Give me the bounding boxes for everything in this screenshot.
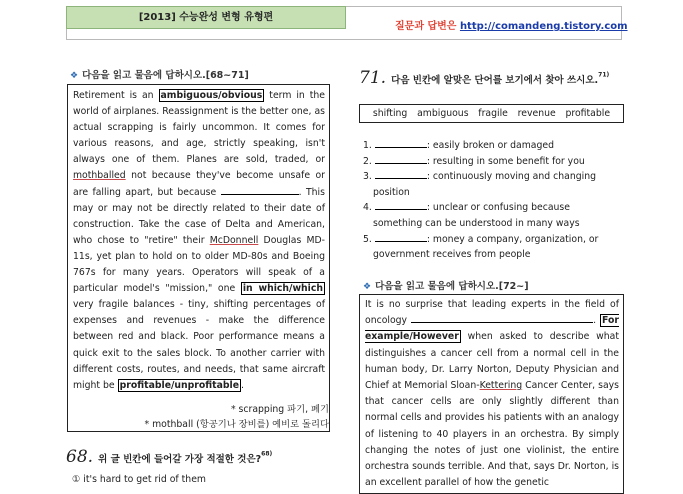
q71-title: 71. 다음 빈칸에 알맞은 단어를 보기에서 찾아 쓰시오.$^{71)}$	[359, 68, 610, 88]
q71-definitions	[363, 138, 628, 263]
word-kettering: Kettering	[479, 380, 523, 392]
section1-heading: ❖ 다음을 읽고 물음에 답하시오.[68~71]	[70, 70, 249, 81]
answer-blank	[375, 154, 427, 164]
choice-for-example-however: For example/However	[365, 315, 619, 343]
choice-in-which-which: in which/which	[242, 283, 323, 295]
q71-number: 71.	[359, 68, 387, 88]
word-bank-item: shifting	[372, 108, 408, 119]
passage2-blank	[411, 313, 593, 323]
diamond-icon: ❖	[363, 282, 372, 292]
section2-heading: ❖ 다음을 읽고 물음에 답하시오.[72~]	[363, 281, 529, 292]
diamond-icon: ❖	[70, 71, 79, 81]
definition-item: 1. : easily broken or damaged	[363, 140, 554, 151]
definition-item: 3. : continuously moving and changing position	[363, 171, 596, 198]
header-title: [2013] 수능완성 변형 유형편	[66, 6, 346, 29]
choice-ambiguous-obvious: ambiguous/obvious	[160, 90, 263, 101]
note-scrapping: * scrapping 파기, 폐기	[230, 403, 329, 415]
choice-profitable-unprofitable: profitable/unprofitable	[119, 379, 240, 391]
answer-blank	[375, 138, 427, 148]
word-bank-item: revenue	[517, 108, 556, 119]
answer-blank	[375, 232, 427, 242]
word-mothballed: mothballed	[73, 170, 126, 182]
q68-option-1: ① it's hard to get rid of them	[72, 474, 206, 485]
word-bank-item: ambiguous	[417, 108, 469, 119]
qa-label: 질문과 답변은	[395, 21, 457, 32]
definition-item: 4. : unclear or confusing because something can be understood in many ways	[363, 202, 580, 229]
q68-text: 위 글 빈칸에 들어갈 가장 적절한 것은?	[98, 454, 262, 465]
word-bank-item: profitable	[565, 108, 611, 119]
note-mothball: * mothball (항공기나 장비를) 예비로 돌리다	[144, 418, 329, 430]
answer-blank	[375, 169, 427, 179]
definition-item: 2. : resulting in some benefit for you	[363, 155, 585, 167]
q68-number: 68.	[66, 447, 94, 467]
definition-item: 5. : money a company, organization, or government receives from people	[363, 233, 599, 261]
q68-title: 68. 위 글 빈칸에 들어갈 가장 적절한 것은?$^{68)}$	[66, 447, 273, 467]
header-contact	[395, 17, 628, 32]
answer-blank	[375, 200, 427, 210]
word-bank	[359, 104, 624, 123]
blog-link[interactable]: http://comandeng.tistory.com	[459, 21, 628, 32]
q71-text: 다음 빈칸에 알맞은 단어를 보기에서 찾아 쓰시오.	[391, 75, 599, 86]
passage1-blank	[221, 185, 299, 195]
word-mcdonnell: McDonnell	[209, 234, 259, 246]
passage2-box: It is no surprise that leading experts in the field of oncology . For example/However when asked to describe what distinguishes a cancer cell from a normal cell in the human body, Dr. Larry Norton, Deputy Physician and Chief at Memorial Sloan-Kettering Cancer Center, says that cancer cells are only slightly different than normal cells and provides his patients with an analogy of listening to 40 players in an orchestra. By simply changing the notes of just one violinist, the entire orchestra sounds terrible. And that, says Dr. Norton, is an excellent parallel of how the genetic	[359, 294, 624, 494]
passage1-box: Retirement is an ambiguous/obvious term in the world of airplanes. Reassignment is the better one, as actual scrapping is fairly uncommon. It comes for various reasons, and age, strictly speaking, isn't always one of them. Planes are sold, traded, or mothballed not because they've become unsafe or are falling apart, but because . This may or may not be directly related to their date of construction. Take the case of Delta and American, who chose to "retire" their McDonnell Douglas MD-11s, yet plan to hold on to older MD-80s and Boeing 767s for many years. Operators will speak of a particular model's "mission," one in which/which very fragile balances - tiny, shifting percentages of expenses and revenues - make the difference between red and black. Poor performance means a quick exit to the sales block. To another carrier with different costs, routes, and needs, that same aircraft might be profitable/unprofitable . * scrapping 파기, 폐기 * mothball (항공기나 장비를) 예비로 돌리다	[67, 84, 330, 432]
word-bank-item: fragile	[478, 108, 508, 119]
